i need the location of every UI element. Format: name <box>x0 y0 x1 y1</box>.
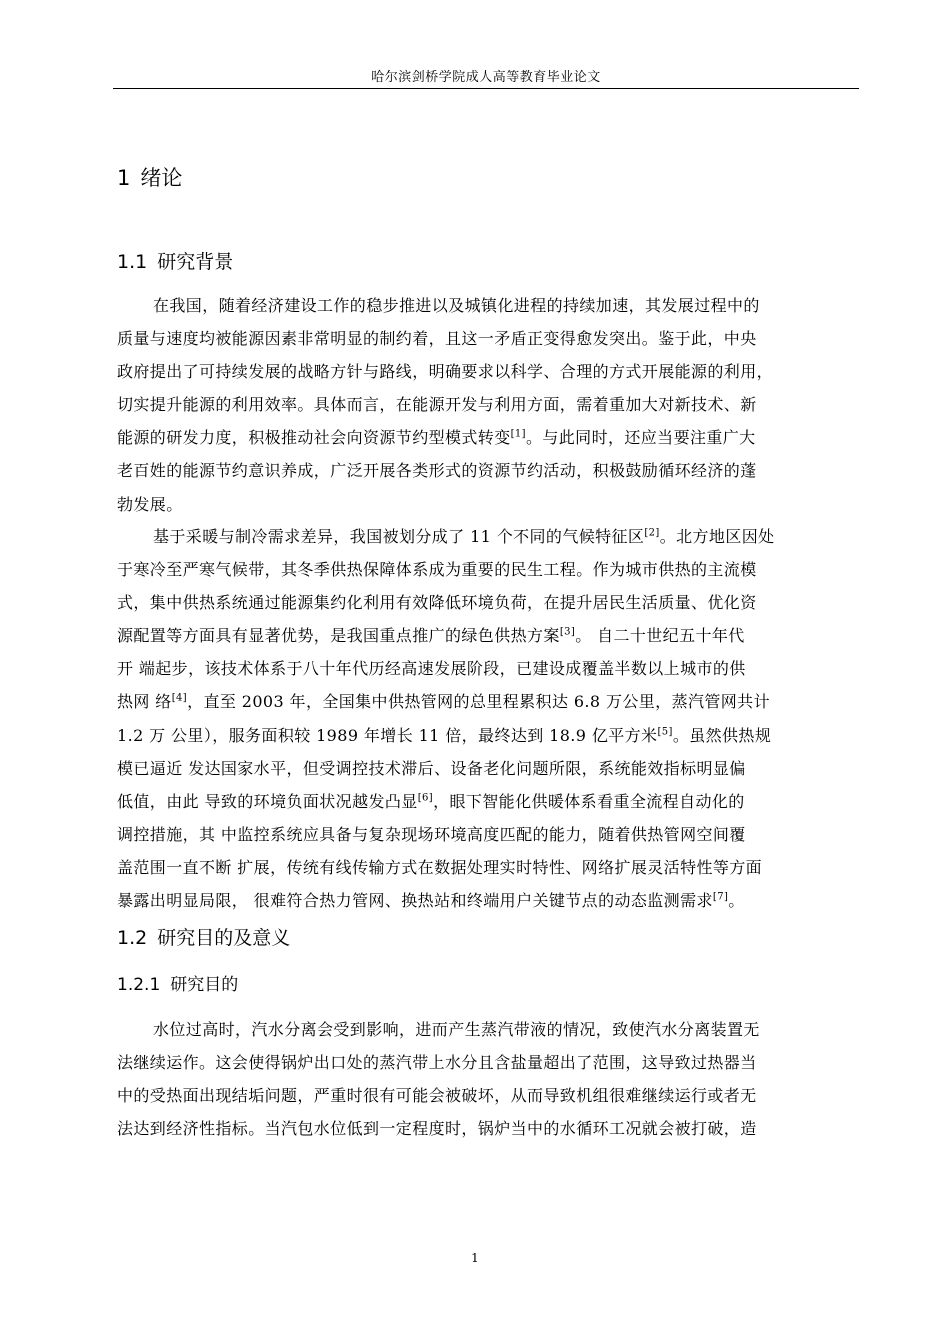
paragraph-background-2 <box>117 520 865 917</box>
citation-ref: [7] <box>712 891 729 903</box>
chapter-title: 绪论 <box>140 166 183 190</box>
text-line <box>117 785 865 818</box>
text-run: 。北方地区因处 <box>659 527 775 546</box>
section-number: 1.2 <box>117 927 148 949</box>
chapter-number: 1 <box>117 166 131 190</box>
text-run: 能源的研发力度，积极推动社会向资源节约型模式转变 <box>117 428 511 448</box>
citation-ref: [2] <box>644 527 660 539</box>
text-run: 。虽然供热规 <box>672 725 772 745</box>
text-line: 于寒冷至严寒气候带，其冬季供热保障体系成为重要的民生工程。作为城市供热的主流模 <box>117 560 757 580</box>
section-number: 1.1 <box>117 251 148 273</box>
text-run: 热网 络 <box>117 692 172 712</box>
text-run: 暴露出明显局限， 很难符合热力管网、换热站和终端用户关键节点的动态监测需求 <box>117 891 713 911</box>
text-run: 源配置等方面具有显著优势，是我国重点推广的绿色供热方案 <box>117 626 560 646</box>
citation-ref: [4] <box>171 693 188 705</box>
text-run: 低值，由此 导致的环境负面状况越发凸显 <box>117 791 418 811</box>
text-line: 切实提升能源的利用效率。具体而言，在能源开发与利用方面，需着重加大对新技术、新 <box>117 395 757 415</box>
text-line: 模已逼近 发达国家水平，但受调控技术滞后、设备老化问题所限，系统能效指标明显偏 <box>117 758 746 778</box>
citation-ref: [3] <box>559 626 576 638</box>
text-line: 水位过高时，汽水分离会受到影响，进而产生蒸汽带液的情况，致使汽水分离装置无 <box>153 1020 760 1039</box>
subsection-heading-1-2-1 <box>117 972 238 998</box>
text-run: ，眼下智能化供暖体系看重全流程自动化的 <box>433 791 745 811</box>
text-run: 。与此同时，还应当要注重广大 <box>525 428 756 448</box>
section-title: 研究背景 <box>157 251 234 273</box>
text-run: 基于采暖与制冷需求差异，我国被划分成了 11 个不同的气候特征区 <box>153 527 645 546</box>
text-line: 政府提出了可持续发展的战略方针与路线，明确要求以科学、合理的方式开展能源的利用， <box>117 362 774 382</box>
text-line: 质量与速度均被能源因素非常明显的制约着，且这一矛盾正变得愈发突出。鉴于此，中央 <box>117 329 757 349</box>
section-title: 研究目的及意义 <box>157 927 291 949</box>
citation-ref: [5] <box>657 726 673 738</box>
text-line: 中的受热面出现结垢问题，严重时很有可能会被破坏，从而导致机组很难继续运行或者无 <box>117 1086 757 1106</box>
section-heading-1-1 <box>117 248 233 276</box>
text-line: 盖范围一直不断 扩展，传统有线传输方式在数据处理实时特性、网络扩展灵活特性等方面 <box>117 857 763 877</box>
citation-ref: [1] <box>510 429 526 441</box>
text-line: 式，集中供热系统通过能源集约化利用有效降低环境负荷，在提升居民生活质量、优化资 <box>117 593 757 613</box>
text-line <box>117 884 865 917</box>
text-run: 。 <box>728 891 745 911</box>
text-line: 勃发展。 <box>117 494 183 514</box>
text-line: 老百姓的能源节约意识养成，广泛开展各类形式的资源节约活动，积极鼓励循环经济的蓬 <box>117 461 757 481</box>
text-line <box>117 619 865 652</box>
chapter-heading <box>117 163 182 193</box>
text-line: 在我国，随着经济建设工作的稳步推进以及城镇化进程的持续加速，其发展过程中的 <box>153 296 760 315</box>
subsection-title: 研究目的 <box>170 975 239 995</box>
citation-ref: [6] <box>417 792 434 804</box>
text-run: 。 自二十世纪五十年代 <box>575 626 745 646</box>
text-line <box>117 421 865 454</box>
text-line <box>117 685 865 718</box>
text-line <box>117 520 865 553</box>
paragraph-background-1 <box>117 289 865 521</box>
running-header: 哈尔滨剑桥学院成人高等教育毕业论文 <box>371 70 601 85</box>
page-number: 1 <box>471 1251 479 1265</box>
section-heading-1-2 <box>117 924 290 952</box>
text-line: 开 端起步，该技术体系于八十年代历经高速发展阶段，已建设成覆盖半数以上城市的供 <box>117 659 746 679</box>
header-rule <box>113 88 859 89</box>
paragraph-purpose-1 <box>117 1013 865 1145</box>
subsection-number: 1.2.1 <box>117 975 161 995</box>
text-line <box>117 719 865 752</box>
text-run: 1.2 万 公里），服务面积较 1989 年增长 11 倍，最终达到 18.9 亿平方米 <box>117 725 658 745</box>
text-line: 调控措施，其 中监控系统应具备与复杂现场环境高度匹配的能力，随着供热管网空间覆 <box>117 824 746 844</box>
text-line: 法继续运作。这会使得锅炉出口处的蒸汽带上水分且含盐量超出了范围，这导致过热器当 <box>117 1053 757 1073</box>
text-run: ，直至 2003 年，全国集中供热管网的总里程累积达 6.8 万公里，蒸汽管网共计 <box>187 692 770 712</box>
text-line: 法达到经济性指标。当汽包水位低到一定程度时，锅炉当中的水循环工况就会被打破，造 <box>117 1119 757 1139</box>
